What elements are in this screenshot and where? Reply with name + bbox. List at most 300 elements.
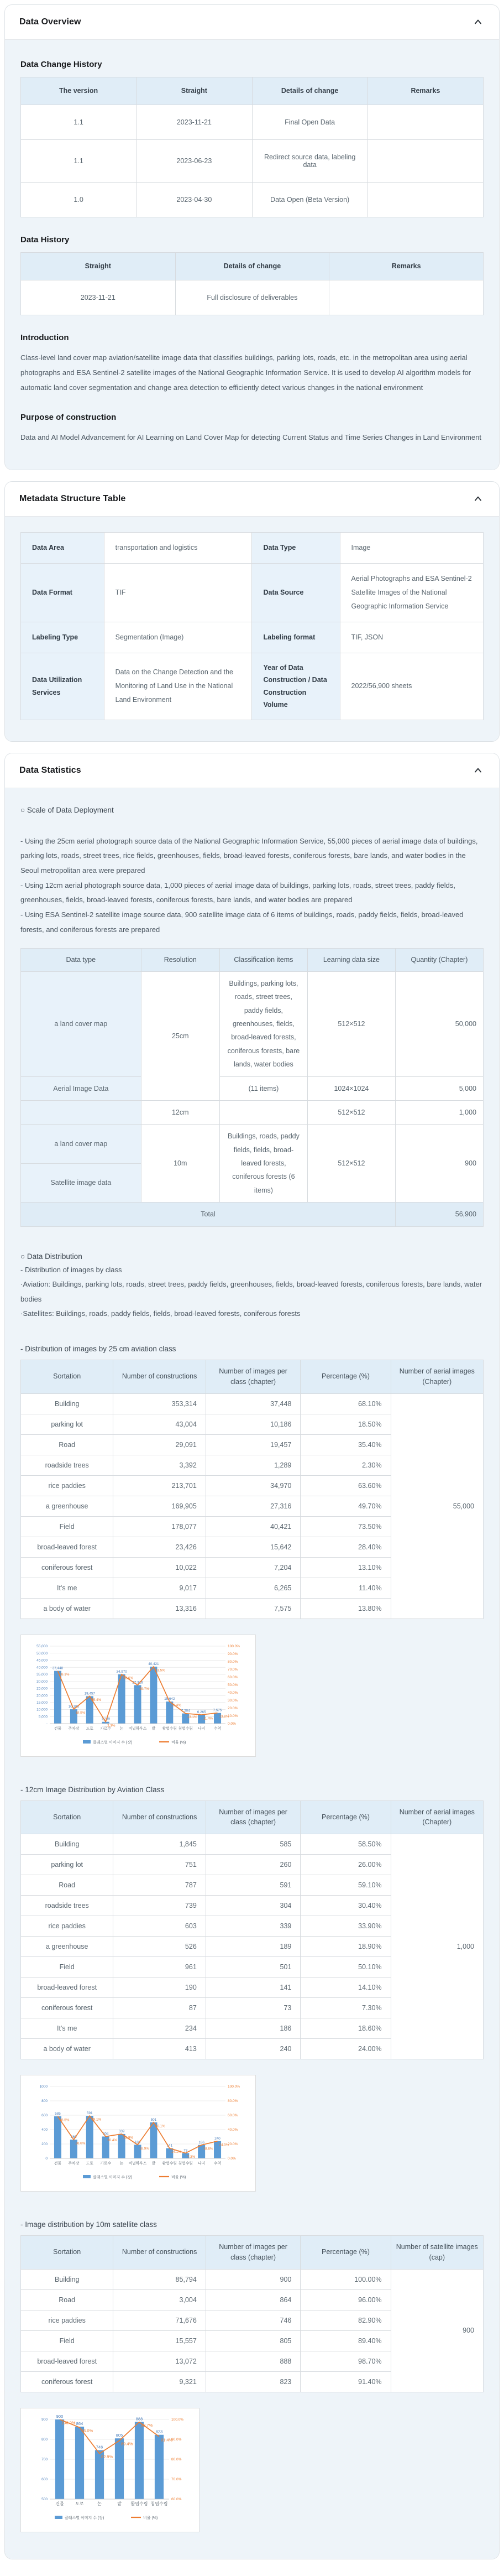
- cell: 413: [113, 2039, 206, 2059]
- cell: Buildings, roads, paddy fields, fields, broad-leaved forests, coniferous forests (6 items): [219, 1125, 307, 1203]
- table-row: [21, 532, 484, 563]
- cell: 26.00%: [301, 1855, 391, 1875]
- svg-text:24.0%: 24.0%: [219, 2143, 229, 2147]
- cell: 603: [113, 1916, 206, 1937]
- combo-chart-svg: [27, 1640, 250, 1749]
- svg-text:30.4%: 30.4%: [107, 2138, 118, 2143]
- svg-text:도로: 도로: [86, 2162, 93, 2166]
- bullet-25cm: - Using the 25cm aerial photograph source data of the National Geographic Information Service, 55,000 pieces of aerial image data of buildings, parking lots, roads, street trees, rice fields, greenhouses, fields, broad-leaved forests, coniferous forests, bare lands, and water bodies in the Seoul metropolitan area were prepared: [20, 836, 478, 875]
- metadata-table: [20, 532, 484, 720]
- scale-bullets: [20, 834, 484, 937]
- cell: 240: [206, 2039, 301, 2059]
- cell: TIF, JSON: [340, 622, 484, 653]
- svg-text:7,204: 7,204: [181, 1709, 190, 1713]
- chevron-up-icon: [473, 17, 484, 28]
- svg-text:60.0%: 60.0%: [228, 1675, 238, 1679]
- section-heading-data-history: Data History: [20, 235, 70, 244]
- cell: 213,701: [113, 1475, 206, 1496]
- cell: 5,000: [395, 1076, 483, 1100]
- svg-text:63.6%: 63.6%: [123, 1676, 133, 1680]
- svg-text:73.5%: 73.5%: [155, 1668, 165, 1673]
- cell: coniferous forest: [21, 1557, 113, 1578]
- cell: 7,204: [206, 1557, 301, 1578]
- cell: 63.60%: [301, 1475, 391, 1496]
- svg-text:30.0%: 30.0%: [228, 1698, 238, 1703]
- card-metadata: [4, 481, 500, 742]
- table-header-row: [21, 77, 484, 105]
- cell: 751: [113, 1855, 206, 1875]
- cell: Satellite image data: [21, 1163, 141, 1202]
- svg-text:0: 0: [45, 2157, 48, 2161]
- column-header: Number of aerial images (Chapter): [391, 1800, 483, 1834]
- cell: 10,022: [113, 1557, 206, 1578]
- svg-text:823: 823: [155, 2429, 163, 2434]
- svg-text:100.0%: 100.0%: [61, 2420, 76, 2426]
- card-header[interactable]: [5, 5, 499, 40]
- cell: 18.50%: [301, 1414, 391, 1434]
- table-header-row: [21, 1360, 484, 1394]
- cell: 10,186: [206, 1414, 301, 1434]
- svg-text:50.1%: 50.1%: [155, 2124, 165, 2129]
- cell: a body of water: [21, 1598, 113, 1619]
- cell: a land cover map: [21, 1125, 141, 1163]
- column-header: Number of constructions: [113, 1360, 206, 1394]
- cell: It's me: [21, 1578, 113, 1598]
- svg-text:-: -: [46, 1721, 48, 1726]
- cell: 2023-06-23: [136, 139, 252, 182]
- svg-text:30,000: 30,000: [36, 1679, 48, 1684]
- cell: 900: [391, 2269, 483, 2392]
- chevron-up-icon: [473, 493, 484, 504]
- svg-text:가로수: 가로수: [100, 2162, 112, 2166]
- svg-text:10.0%: 10.0%: [228, 1714, 238, 1718]
- svg-text:25,000: 25,000: [36, 1687, 48, 1691]
- distribution-line-satellites: ·Satellites: Buildings, roads, paddy fields, fields, broad-leaved forests, coniferous forests: [20, 1309, 301, 1318]
- svg-text:20,000: 20,000: [36, 1693, 48, 1698]
- cell: 68.10%: [301, 1393, 391, 1414]
- svg-text:1,289: 1,289: [101, 1717, 111, 1721]
- cell: 87: [113, 1998, 206, 2018]
- scale-of-deployment-heading: ○ Scale of Data Deployment: [20, 805, 114, 814]
- cell: Segmentation (Image): [104, 622, 252, 653]
- svg-text:0.0%: 0.0%: [228, 1721, 236, 1726]
- svg-text:0.0%: 0.0%: [228, 2157, 236, 2161]
- cell: 35.40%: [301, 1434, 391, 1455]
- cell: 59.10%: [301, 1875, 391, 1896]
- svg-text:100.0%: 100.0%: [228, 1644, 240, 1648]
- cell: Data Open (Beta Version): [252, 182, 368, 217]
- svg-text:40.0%: 40.0%: [228, 1690, 238, 1695]
- svg-text:34,970: 34,970: [116, 1669, 127, 1674]
- cell: 1.1: [21, 105, 136, 139]
- chart-25cm-distribution: [20, 1635, 256, 1757]
- cell: 6,265: [206, 1578, 301, 1598]
- cell: 512×512: [307, 1100, 395, 1124]
- cell: 7.30%: [301, 1998, 391, 2018]
- data-distribution-heading: ○ Data Distribution: [20, 1252, 82, 1261]
- cell: 141: [206, 1977, 301, 1998]
- section-heading-purpose: Purpose of construction: [20, 413, 117, 423]
- cell: transportation and logistics: [104, 532, 252, 563]
- svg-text:침엽수림: 침엽수림: [178, 2162, 193, 2166]
- table-row: [21, 1393, 484, 1414]
- cell: 787: [113, 1875, 206, 1896]
- cell: 43,004: [113, 1414, 206, 1434]
- cell: broad-leaved forest: [21, 2351, 113, 2371]
- svg-text:70.0%: 70.0%: [171, 2477, 182, 2481]
- cell: 82.90%: [301, 2310, 391, 2330]
- svg-text:활엽수림: 활엽수림: [162, 2162, 177, 2166]
- bullet-10m: - Using ESA Sentinel-2 satellite image source data, 900 satellite image data of 6 items of buildings, roads, paddy fields, fields, broad-leaved forests, and coniferous forests are prepared: [20, 910, 464, 934]
- svg-text:186: 186: [198, 2140, 204, 2145]
- card-header[interactable]: [5, 753, 499, 788]
- column-header: Number of satellite images (cap): [391, 2236, 483, 2270]
- svg-text:189: 189: [134, 2140, 141, 2145]
- cell: 58.50%: [301, 1834, 391, 1855]
- cell: 9,017: [113, 1578, 206, 1598]
- chart-10m-distribution: [20, 2408, 200, 2532]
- svg-text:40,421: 40,421: [148, 1662, 159, 1666]
- column-header: Straight: [21, 252, 176, 280]
- svg-text:60.0%: 60.0%: [228, 2114, 238, 2118]
- cell: 739: [113, 1896, 206, 1916]
- card-title: Data Statistics: [19, 765, 81, 775]
- cell: Buildings, parking lots, roads, street trees, paddy fields, greenhouses, fields, broad-leaved forests, coniferous forests, bare lands, water bodies: [219, 971, 307, 1076]
- svg-text:주차장: 주차장: [68, 1726, 80, 1731]
- cell: a greenhouse: [21, 1937, 113, 1957]
- cell: 1,289: [206, 1455, 301, 1475]
- column-header: Number of constructions: [113, 2236, 206, 2270]
- cell: 526: [113, 1937, 206, 1957]
- cell: 18.90%: [301, 1937, 391, 1957]
- column-header: Remarks: [368, 77, 483, 105]
- svg-text:260: 260: [71, 2135, 77, 2140]
- table-row: [21, 280, 484, 315]
- svg-text:600: 600: [41, 2477, 48, 2481]
- cell: It's me: [21, 2018, 113, 2039]
- cell: 24.00%: [301, 2039, 391, 2059]
- card-header[interactable]: [5, 482, 499, 517]
- deployment-table: [20, 948, 484, 1226]
- cell: Aerial Image Data: [21, 1076, 141, 1100]
- cell: 501: [206, 1957, 301, 1977]
- svg-text:13.8%: 13.8%: [219, 1714, 229, 1719]
- svg-text:비율 (%): 비율 (%): [171, 1740, 186, 1745]
- cell: 7,575: [206, 1598, 301, 1619]
- cell: 512×512: [307, 971, 395, 1076]
- cell: Field: [21, 1957, 113, 1977]
- cell: 55,000: [391, 1393, 483, 1619]
- collapse-button[interactable]: [471, 492, 485, 506]
- cell: Road: [21, 1434, 113, 1455]
- data-history-table: [20, 252, 484, 315]
- svg-text:2.3%: 2.3%: [107, 1723, 116, 1727]
- svg-text:26.0%: 26.0%: [75, 2141, 86, 2146]
- cell: 18.60%: [301, 2018, 391, 2039]
- svg-text:나지: 나지: [198, 2162, 206, 2166]
- table-row: [21, 1076, 484, 1100]
- cell: 746: [206, 2310, 301, 2330]
- cell: 900: [395, 1125, 483, 1203]
- cell: 85,794: [113, 2269, 206, 2289]
- introduction-text: Class-level land cover map aviation/satellite image data that classifies buildings, parking lots, roads, etc. in the metropolitan area using aerial photographs and ESA Sentinel-2 satellite images of the National Geographic Information Service. It is used to develop AI algorithm models for automatic land cover segmentation and change area detection to efficiently detect various changes in the national environment: [20, 353, 471, 392]
- cell: 2.30%: [301, 1455, 391, 1475]
- cell: broad-leaved forest: [21, 1537, 113, 1557]
- svg-text:888: 888: [135, 2416, 143, 2421]
- cell: 2022/56,900 sheets: [340, 653, 484, 720]
- svg-text:비닐하우스: 비닐하우스: [128, 2162, 147, 2166]
- column-header: Quantity (Chapter): [395, 949, 483, 972]
- cell: 1,000: [395, 1100, 483, 1124]
- svg-text:논: 논: [119, 1726, 124, 1731]
- svg-text:70.0%: 70.0%: [228, 1667, 238, 1672]
- section-heading-change-history: Data Change History: [20, 60, 102, 69]
- column-header: Number of images per class (chapter): [206, 1360, 301, 1394]
- table-12cm-heading: - 12cm Image Distribution by Aviation Class: [20, 1785, 165, 1794]
- cell: 73: [206, 1998, 301, 2018]
- combo-chart-svg: [27, 2413, 193, 2525]
- cell: 1024×1024: [307, 1076, 395, 1100]
- column-header: Details of change: [175, 252, 329, 280]
- cell: 49.70%: [301, 1496, 391, 1516]
- column-header: Details of change: [252, 77, 368, 105]
- svg-text:73: 73: [183, 2148, 188, 2153]
- svg-text:55,000: 55,000: [36, 1644, 48, 1648]
- column-header: The version: [21, 77, 136, 105]
- svg-text:나지: 나지: [198, 1726, 206, 1731]
- svg-text:도로: 도로: [86, 1726, 93, 1731]
- cell: [21, 1100, 141, 1124]
- column-header: Straight: [136, 77, 252, 105]
- cell: 823: [206, 2371, 301, 2392]
- cell: Road: [21, 1875, 113, 1896]
- column-header: Classification items: [219, 949, 307, 972]
- svg-text:33.9%: 33.9%: [123, 2136, 133, 2140]
- svg-text:141: 141: [166, 2143, 173, 2148]
- cell: a land cover map: [21, 971, 141, 1076]
- cell: 33.90%: [301, 1916, 391, 1937]
- svg-text:50,000: 50,000: [36, 1651, 48, 1656]
- cell: Data Format: [21, 563, 104, 622]
- cell: rice paddies: [21, 2310, 113, 2330]
- cell: Data Type: [252, 532, 340, 563]
- card-body: [5, 788, 499, 2559]
- cell: roadside trees: [21, 1896, 113, 1916]
- svg-text:클래스별 이미지 수 (장): 클래스별 이미지 수 (장): [93, 2176, 133, 2180]
- cell: 27,316: [206, 1496, 301, 1516]
- cell: 56,900: [395, 1203, 483, 1226]
- svg-text:건물: 건물: [55, 2501, 64, 2506]
- table-row: [21, 1125, 484, 1163]
- cell: Image: [340, 532, 484, 563]
- cell: coniferous forest: [21, 2371, 113, 2392]
- cell: 11.40%: [301, 1578, 391, 1598]
- cell: 189: [206, 1937, 301, 1957]
- cell: broad-leaved forest: [21, 1977, 113, 1998]
- svg-text:10,000: 10,000: [36, 1708, 48, 1712]
- cell: 71,676: [113, 2310, 206, 2330]
- cell: 591: [206, 1875, 301, 1896]
- distribution-lines: [20, 1263, 484, 1322]
- cell: 2023-04-30: [136, 182, 252, 217]
- table-row: [21, 2269, 484, 2289]
- svg-text:746: 746: [96, 2444, 103, 2450]
- collapse-button[interactable]: [471, 764, 485, 777]
- chart-12cm-distribution: [20, 2075, 256, 2192]
- svg-text:90.0%: 90.0%: [171, 2437, 182, 2442]
- svg-text:96.0%: 96.0%: [81, 2428, 93, 2433]
- table-header-row: [21, 252, 484, 280]
- svg-text:20.0%: 20.0%: [228, 2142, 238, 2147]
- distribution-table-10m: [20, 2235, 484, 2392]
- svg-text:건물: 건물: [54, 2162, 62, 2166]
- cell: [368, 105, 483, 139]
- svg-text:100.0%: 100.0%: [228, 2085, 240, 2089]
- svg-text:40,000: 40,000: [36, 1665, 48, 1669]
- cell: 888: [206, 2351, 301, 2371]
- cell: 96.00%: [301, 2289, 391, 2310]
- svg-text:가로수: 가로수: [100, 1726, 112, 1731]
- column-header: Learning data size: [307, 949, 395, 972]
- cell: a body of water: [21, 2039, 113, 2059]
- section-heading-introduction: Introduction: [20, 332, 69, 342]
- cell: 234: [113, 2018, 206, 2039]
- cell: 19,457: [206, 1434, 301, 1455]
- table-row: [21, 139, 484, 182]
- cell: rice paddies: [21, 1916, 113, 1937]
- svg-text:밭: 밭: [151, 1726, 156, 1731]
- svg-text:900: 900: [56, 2413, 64, 2419]
- svg-text:80.0%: 80.0%: [228, 2099, 238, 2104]
- svg-text:60.0%: 60.0%: [171, 2497, 182, 2501]
- cell: 15,557: [113, 2330, 206, 2351]
- cell: 585: [206, 1834, 301, 1855]
- svg-text:14.1%: 14.1%: [171, 2150, 181, 2155]
- svg-text:80.0%: 80.0%: [228, 1659, 238, 1664]
- svg-text:비율 (%): 비율 (%): [171, 2176, 186, 2180]
- bullet-12cm: - Using 12cm aerial photograph source data, 1,000 pieces of aerial image data of buildings, parking lots, roads, street trees, paddy fields, greenhouses, fields, broad-leaved forests, coniferous forests, bare lands, and water bodies are prepared: [20, 881, 455, 904]
- svg-text:40.0%: 40.0%: [228, 2128, 238, 2132]
- table-row: [21, 1203, 484, 1226]
- cell: 13.80%: [301, 1598, 391, 1619]
- cell: 98.70%: [301, 2351, 391, 2371]
- column-header: Data type: [21, 949, 141, 972]
- card-body: [5, 517, 499, 741]
- distribution-table-12cm: [20, 1800, 484, 2060]
- cell: 3,004: [113, 2289, 206, 2310]
- svg-text:논: 논: [97, 2501, 102, 2506]
- cell: 169,905: [113, 1496, 206, 1516]
- table-10m-heading: - Image distribution by 10m satellite class: [20, 2220, 157, 2229]
- cell: 14.10%: [301, 1977, 391, 1998]
- cell: Final Open Data: [252, 105, 368, 139]
- cell: 100.00%: [301, 2269, 391, 2289]
- cell: 50,000: [395, 971, 483, 1076]
- svg-text:200: 200: [41, 2142, 48, 2147]
- table-row: [21, 653, 484, 720]
- cell: roadside trees: [21, 1455, 113, 1475]
- cell: 30.40%: [301, 1896, 391, 1916]
- svg-text:28.4%: 28.4%: [171, 1703, 181, 1708]
- distribution-line-aviation: ·Aviation: Buildings, parking lots, roads, street trees, paddy fields, greenhouses, fields, broad-leaved forests, coniferous forests, bare lands, water bodies: [20, 1280, 482, 1303]
- card-data-overview: [4, 4, 500, 470]
- table-row: [21, 182, 484, 217]
- combo-chart-svg: [27, 2080, 250, 2184]
- table-row: [21, 1100, 484, 1124]
- cell: Building: [21, 2269, 113, 2289]
- svg-text:15,642: 15,642: [164, 1696, 175, 1701]
- cell: 73.50%: [301, 1516, 391, 1537]
- cell: [368, 139, 483, 182]
- table-header-row: [21, 2236, 484, 2270]
- cell: Building: [21, 1393, 113, 1414]
- svg-text:건물: 건물: [54, 1726, 62, 1731]
- cell: 1.0: [21, 182, 136, 217]
- svg-text:864: 864: [76, 2421, 83, 2426]
- svg-text:591: 591: [87, 2111, 93, 2116]
- svg-text:91.4%: 91.4%: [161, 2437, 173, 2443]
- svg-text:7,575: 7,575: [213, 1708, 222, 1713]
- column-header: Remarks: [329, 252, 484, 280]
- cell: 3,392: [113, 1455, 206, 1475]
- chevron-up-icon: [473, 765, 484, 776]
- column-header: Percentage (%): [301, 1800, 391, 1834]
- card-title: Metadata Structure Table: [19, 493, 126, 503]
- svg-text:논: 논: [119, 2162, 124, 2166]
- svg-text:활엽수림: 활엽수림: [162, 1726, 177, 1731]
- column-header: Sortation: [21, 1800, 113, 1834]
- cell: 864: [206, 2289, 301, 2310]
- cell: 91.40%: [301, 2371, 391, 2392]
- cell: 2023-11-21: [21, 280, 176, 315]
- svg-text:800: 800: [41, 2437, 48, 2442]
- table-row: [21, 1834, 484, 1855]
- cell: Labeling format: [252, 622, 340, 653]
- table-row: [21, 563, 484, 622]
- table-row: [21, 105, 484, 139]
- cell: 1.1: [21, 139, 136, 182]
- column-header: Number of aerial images (Chapter): [391, 1360, 483, 1394]
- card-body: [5, 40, 499, 470]
- svg-text:18.6%: 18.6%: [203, 2147, 213, 2151]
- svg-text:수역: 수역: [213, 2162, 222, 2166]
- cell: 1,845: [113, 1834, 206, 1855]
- cell: Data on the Change Detection and the Monitoring of Land Use in the National Land Environment: [104, 653, 252, 720]
- svg-text:18.9%: 18.9%: [139, 2147, 149, 2151]
- cell: 339: [206, 1916, 301, 1937]
- collapse-button[interactable]: [471, 15, 485, 29]
- svg-text:304: 304: [102, 2132, 109, 2136]
- svg-text:45,000: 45,000: [36, 1658, 48, 1663]
- svg-text:27,316: 27,316: [132, 1680, 143, 1685]
- svg-text:68.1%: 68.1%: [59, 1672, 70, 1677]
- svg-text:밭: 밭: [151, 2162, 156, 2166]
- column-header: Resolution: [141, 949, 219, 972]
- svg-text:1000: 1000: [39, 2085, 48, 2089]
- cell: (11 items): [219, 1076, 307, 1100]
- cell: 23,426: [113, 1537, 206, 1557]
- svg-text:15,000: 15,000: [36, 1700, 48, 1705]
- table-header-row: [21, 949, 484, 972]
- cell: 900: [206, 2269, 301, 2289]
- cell: Data Area: [21, 532, 104, 563]
- svg-text:밭: 밭: [117, 2501, 122, 2506]
- cell: parking lot: [21, 1414, 113, 1434]
- cell: Field: [21, 1516, 113, 1537]
- purpose-text: Data and AI Model Advancement for AI Learning on Land Cover Map for detecting Current Status and Time Series Changes in Land Environment: [20, 433, 481, 442]
- svg-text:900: 900: [41, 2417, 48, 2422]
- cell: 304: [206, 1896, 301, 1916]
